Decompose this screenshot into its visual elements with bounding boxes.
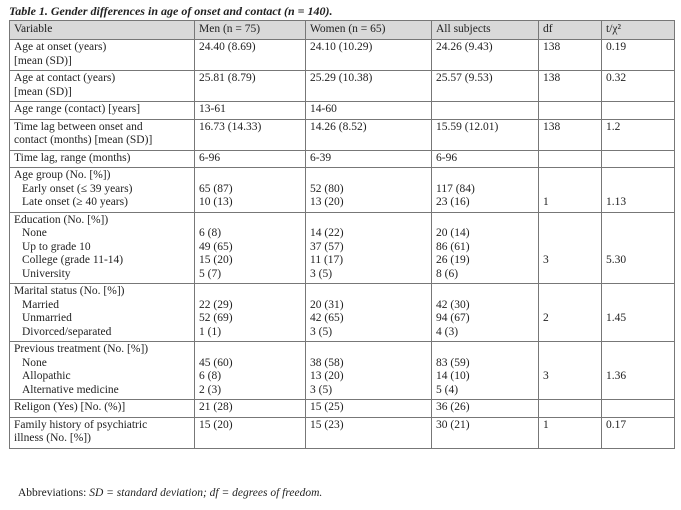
- cell-value: 25.57 (9.53): [436, 72, 493, 84]
- cell-df: [539, 150, 602, 168]
- variable-sublabel: Up to grade 10: [22, 240, 91, 253]
- cell-value: 24.40 (8.69): [199, 41, 256, 53]
- cell-value: 3 (5): [310, 267, 333, 280]
- variable-sublabel: College (grade 11-14): [22, 254, 124, 266]
- cell-value: 24.26 (9.43): [436, 41, 493, 53]
- cell-value: 42 (30): [436, 298, 470, 311]
- cell-value: 6 (8): [199, 370, 222, 382]
- cell-statistic: [602, 212, 675, 284]
- table-container: [9, 20, 674, 449]
- cell-men: [195, 417, 306, 448]
- cell-df: [539, 102, 602, 120]
- cell-value: 1 (1): [199, 325, 222, 338]
- cell-value: 42 (65): [310, 312, 344, 324]
- cell-all-subjects: [432, 342, 539, 400]
- cell-men: [195, 40, 306, 71]
- table-footnote: [18, 487, 322, 499]
- cell-value: 4 (3): [436, 325, 459, 338]
- variable-label: [mean (SD)]: [14, 54, 72, 67]
- cell-variable: [10, 168, 195, 213]
- cell-women: [306, 119, 432, 150]
- footnote-df-abbr: df: [209, 487, 219, 499]
- footnote-sd-text: = standard deviation;: [103, 487, 210, 499]
- cell-value: 38 (58): [310, 356, 344, 369]
- cell-women: [306, 342, 432, 400]
- cell-men: [195, 342, 306, 400]
- variable-label: Previous treatment (No. [%]): [14, 343, 149, 355]
- variable-sublabel: None: [22, 356, 47, 369]
- cell-women: [306, 417, 432, 448]
- cell-value: 1.13: [606, 196, 627, 208]
- cell-df: [539, 168, 602, 213]
- cell-value: 36 (26): [436, 401, 470, 413]
- variable-label: Age range (contact) [years]: [14, 103, 141, 115]
- cell-statistic: [602, 417, 675, 448]
- cell-value: 25.29 (10.38): [310, 72, 373, 84]
- cell-women: [306, 284, 432, 342]
- cell-value: 23 (16): [436, 196, 470, 208]
- cell-value: 15 (25): [310, 401, 344, 413]
- cell-value: 13 (20): [310, 196, 344, 208]
- cell-statistic: [602, 342, 675, 400]
- header-row: [10, 21, 675, 40]
- variable-sublabel: Late onset (≥ 40 years): [22, 196, 128, 208]
- cell-value: 15 (20): [199, 418, 233, 431]
- cell-women: [306, 168, 432, 213]
- cell-value: 20 (14): [436, 227, 470, 239]
- cell-women: [306, 71, 432, 102]
- cell-value: 83 (59): [436, 356, 470, 369]
- cell-value: 5 (7): [199, 267, 222, 280]
- cell-value: 37 (57): [310, 240, 344, 253]
- cell-value: 52 (69): [199, 312, 233, 324]
- header-women: Women (n = 65): [306, 21, 432, 40]
- table-row: [10, 168, 675, 213]
- footnote-sd-abbr: SD: [89, 487, 104, 499]
- cell-all-subjects: [432, 150, 539, 168]
- header-df: df: [539, 21, 602, 40]
- variable-label: [mean (SD)]: [14, 85, 72, 98]
- cell-statistic: [602, 168, 675, 213]
- cell-value: 6-39: [310, 151, 332, 164]
- header-statistic: t/χ²: [602, 21, 675, 40]
- cell-all-subjects: [432, 400, 539, 418]
- cell-value: 6-96: [436, 151, 458, 164]
- cell-women: [306, 150, 432, 168]
- cell-all-subjects: [432, 71, 539, 102]
- cell-value: 3: [543, 370, 549, 382]
- variable-sublabel: Married: [22, 298, 60, 311]
- variable-sublabel: Unmarried: [22, 312, 72, 324]
- cell-women: [306, 400, 432, 418]
- cell-all-subjects: [432, 102, 539, 120]
- cell-variable: [10, 417, 195, 448]
- cell-women: [306, 40, 432, 71]
- cell-value: 14.26 (8.52): [310, 120, 367, 133]
- variable-label: Religon (Yes) [No. (%)]: [14, 401, 126, 413]
- cell-value: 24.10 (10.29): [310, 41, 373, 53]
- footnote-df-text: = degrees of freedom.: [218, 487, 323, 499]
- cell-df: [539, 40, 602, 71]
- cell-value: 10 (13): [199, 196, 233, 208]
- table-row: [10, 71, 675, 102]
- cell-value: 2 (3): [199, 383, 222, 396]
- variable-label: Time lag, range (months): [14, 151, 131, 164]
- cell-variable: [10, 342, 195, 400]
- cell-value: 13 (20): [310, 370, 344, 382]
- cell-df: [539, 400, 602, 418]
- cell-value: 14-60: [310, 103, 337, 115]
- table-row: [10, 400, 675, 418]
- variable-label: contact (months) [mean (SD)]: [14, 134, 153, 146]
- cell-value: 30 (21): [436, 418, 470, 431]
- cell-men: [195, 102, 306, 120]
- cell-statistic: [602, 40, 675, 71]
- cell-value: 5 (4): [436, 383, 459, 396]
- cell-men: [195, 400, 306, 418]
- variable-sublabel: Allopathic: [22, 370, 71, 382]
- cell-value: 21 (28): [199, 401, 233, 413]
- cell-statistic: [602, 102, 675, 120]
- cell-men: [195, 150, 306, 168]
- cell-df: [539, 119, 602, 150]
- table-row: [10, 102, 675, 120]
- cell-all-subjects: [432, 417, 539, 448]
- cell-statistic: [602, 119, 675, 150]
- table-body: [10, 40, 675, 449]
- cell-value: 94 (67): [436, 312, 470, 324]
- variable-sublabel: University: [22, 267, 71, 280]
- variable-label: Time lag between onset and: [14, 120, 143, 133]
- cell-df: [539, 417, 602, 448]
- cell-all-subjects: [432, 119, 539, 150]
- table-row: [10, 212, 675, 284]
- cell-value: 117 (84): [436, 182, 475, 195]
- variable-label: Age at onset (years): [14, 41, 107, 53]
- table-caption: Table 1. Gender differences in age of onset and contact (n = 140).: [9, 4, 333, 18]
- cell-value: 2: [543, 312, 549, 324]
- cell-value: 1.2: [606, 120, 621, 133]
- cell-value: 14 (22): [310, 227, 344, 239]
- cell-value: 6 (8): [199, 227, 222, 239]
- cell-df: [539, 71, 602, 102]
- cell-men: [195, 71, 306, 102]
- cell-value: 0.19: [606, 41, 627, 53]
- table-header: [10, 21, 675, 40]
- cell-variable: [10, 400, 195, 418]
- cell-value: 138: [543, 120, 561, 133]
- cell-value: 15 (23): [310, 418, 344, 431]
- cell-variable: [10, 40, 195, 71]
- cell-value: 22 (29): [199, 298, 233, 311]
- cell-value: 3 (5): [310, 383, 333, 396]
- cell-value: 86 (61): [436, 240, 470, 253]
- cell-men: [195, 212, 306, 284]
- cell-df: [539, 342, 602, 400]
- cell-statistic: [602, 150, 675, 168]
- cell-variable: [10, 212, 195, 284]
- data-table: [9, 20, 675, 449]
- cell-value: 1: [543, 196, 549, 208]
- cell-value: 6-96: [199, 151, 221, 164]
- cell-women: [306, 212, 432, 284]
- cell-value: 65 (87): [199, 182, 233, 195]
- cell-value: 3: [543, 254, 549, 266]
- footnote-prefix: Abbreviations:: [18, 487, 90, 499]
- table-row: [10, 40, 675, 71]
- cell-value: 15.59 (12.01): [436, 120, 499, 133]
- cell-variable: [10, 71, 195, 102]
- cell-statistic: [602, 284, 675, 342]
- variable-sublabel: None: [22, 227, 47, 239]
- table-row: [10, 342, 675, 400]
- cell-value: 8 (6): [436, 267, 459, 280]
- cell-all-subjects: [432, 168, 539, 213]
- cell-value: 52 (80): [310, 182, 344, 195]
- cell-value: 5.30: [606, 254, 627, 266]
- table-row: [10, 417, 675, 448]
- cell-value: 13-61: [199, 103, 226, 115]
- cell-value: 1.45: [606, 312, 627, 324]
- cell-value: 11 (17): [310, 254, 344, 266]
- cell-value: 26 (19): [436, 254, 470, 266]
- cell-women: [306, 102, 432, 120]
- header-men: Men (n = 75): [195, 21, 306, 40]
- variable-label: Family history of psychiatric: [14, 418, 148, 431]
- table-row: [10, 150, 675, 168]
- cell-all-subjects: [432, 212, 539, 284]
- variable-sublabel: Alternative medicine: [22, 383, 119, 396]
- cell-statistic: [602, 71, 675, 102]
- cell-value: 20 (31): [310, 298, 344, 311]
- table-row: [10, 119, 675, 150]
- cell-value: 14 (10): [436, 370, 470, 382]
- cell-value: 138: [543, 72, 561, 84]
- cell-men: [195, 119, 306, 150]
- variable-label: Age at contact (years): [14, 72, 116, 84]
- variable-label: Age group (No. [%]): [14, 169, 111, 181]
- cell-variable: [10, 119, 195, 150]
- cell-variable: [10, 284, 195, 342]
- variable-sublabel: Divorced/separated: [22, 325, 112, 338]
- cell-value: 16.73 (14.33): [199, 120, 262, 133]
- cell-df: [539, 284, 602, 342]
- cell-value: 1: [543, 418, 549, 431]
- cell-value: 0.17: [606, 418, 627, 431]
- cell-value: 45 (60): [199, 356, 233, 369]
- cell-all-subjects: [432, 40, 539, 71]
- header-all-subjects: All subjects: [432, 21, 539, 40]
- cell-value: 15 (20): [199, 254, 233, 266]
- variable-sublabel: Early onset (≤ 39 years): [22, 182, 133, 195]
- cell-value: 49 (65): [199, 240, 233, 253]
- cell-df: [539, 212, 602, 284]
- cell-value: 25.81 (8.79): [199, 72, 256, 84]
- header-variable: Variable: [10, 21, 195, 40]
- cell-variable: [10, 150, 195, 168]
- cell-value: 1.36: [606, 370, 627, 382]
- table-row: [10, 284, 675, 342]
- cell-men: [195, 168, 306, 213]
- cell-value: 0.32: [606, 72, 627, 84]
- cell-value: 3 (5): [310, 325, 333, 338]
- variable-label: Marital status (No. [%]): [14, 285, 125, 297]
- cell-statistic: [602, 400, 675, 418]
- cell-men: [195, 284, 306, 342]
- variable-label: Education (No. [%]): [14, 213, 109, 226]
- cell-variable: [10, 102, 195, 120]
- cell-all-subjects: [432, 284, 539, 342]
- cell-value: 138: [543, 41, 561, 53]
- variable-label: illness (No. [%]): [14, 432, 91, 444]
